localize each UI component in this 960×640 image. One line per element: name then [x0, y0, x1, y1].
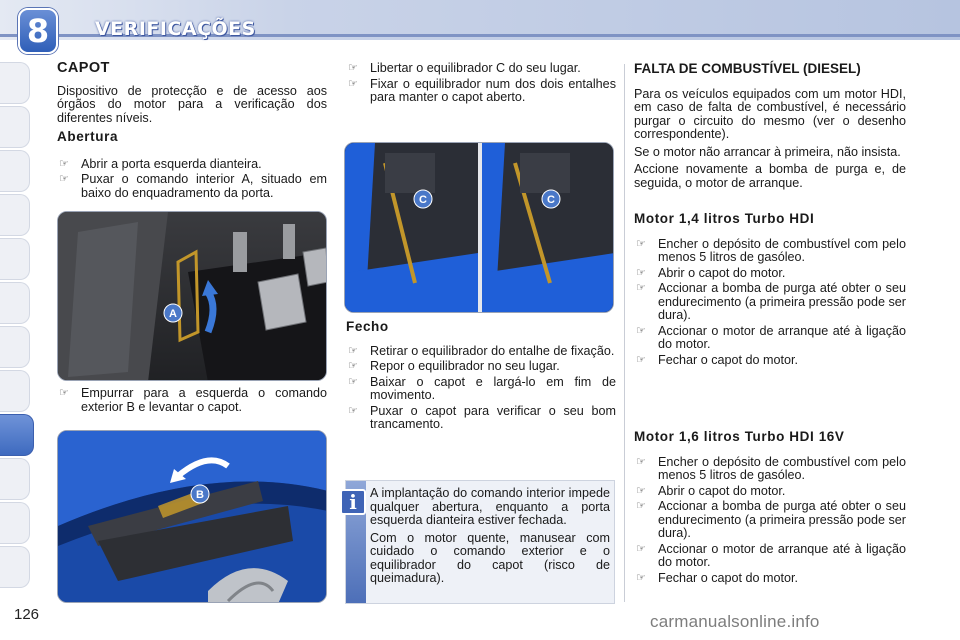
- pointing-hand-icon: ☞: [348, 375, 358, 388]
- engine-16-steps: [634, 456, 906, 586]
- callout-label-a: A: [169, 308, 177, 320]
- pointing-hand-icon: ☞: [636, 455, 646, 468]
- column-capot-continued: [57, 387, 327, 414]
- pointing-hand-icon: ☞: [636, 324, 646, 337]
- list-item: ☞ Accionar a bomba de purga até obter o seu endurecimento (a primeira pressão pode ser dura).: [636, 499, 906, 540]
- pointing-hand-icon: ☞: [348, 344, 358, 357]
- engine-14-steps: [634, 238, 906, 368]
- section-title-capot: CAPOT: [57, 60, 110, 76]
- pointing-hand-icon: ☞: [636, 500, 646, 512]
- subsection-title-fecho: Fecho: [346, 319, 389, 334]
- pointing-hand-icon: ☞: [636, 237, 646, 250]
- chapter-tab[interactable]: [0, 370, 30, 412]
- pointing-hand-icon: ☞: [59, 173, 69, 185]
- column-fecho: [346, 320, 616, 432]
- info-icon: i: [340, 489, 366, 515]
- source-watermark: carmanualsonline.info: [650, 612, 820, 631]
- pointing-hand-icon: ☞: [636, 266, 646, 279]
- column-hood-strut: [346, 62, 616, 105]
- chapter-tab[interactable]: [0, 62, 30, 104]
- fuel-paragraph: Accione novamente a bomba de purga e, de seguida, o motor de arranque.: [634, 162, 906, 190]
- callout-label-b: B: [196, 489, 204, 501]
- subsection-title-engine-14: Motor 1,4 litros Turbo HDI: [634, 211, 815, 226]
- column-divider: [624, 64, 625, 602]
- list-item: ☞ Empurrar para a esquerda o comando exterior B e levantar o capot.: [59, 386, 327, 414]
- list-item: ☞ Repor o equilibrador no seu lugar.: [348, 359, 560, 373]
- chapter-tab[interactable]: [0, 106, 30, 148]
- list-item: ☞ Libertar o equilibrador C do seu lugar.: [348, 61, 581, 75]
- chapter-tab[interactable]: [0, 546, 30, 588]
- list-item: ☞ Encher o depósito de combustível com pelo menos 5 litros de gasóleo.: [636, 454, 906, 482]
- pointing-hand-icon: ☞: [348, 360, 358, 372]
- list-item: ☞ Fechar o capot do motor.: [636, 570, 799, 585]
- chapter-tab[interactable]: [0, 458, 30, 500]
- fuel-paragraph: Para os veículos equipados com um motor HDI, em caso de falta de combustível, é necessário purgar o circuito do mesmo (ver o desenho correspondente).: [634, 86, 906, 141]
- pointing-hand-icon: ☞: [348, 404, 358, 417]
- list-item: ☞ Abrir a porta esquerda dianteira.: [59, 156, 262, 171]
- list-item: ☞ Abrir o capot do motor.: [636, 483, 786, 498]
- list-item: ☞ Retirar o equilibrador do entalhe de fixação.: [348, 343, 615, 358]
- exterior-hood-release-image: [57, 430, 327, 603]
- closing-steps: [346, 345, 616, 432]
- opening-steps: [57, 158, 327, 201]
- section-title-fuel: FALTA DE COMBUSTÍVEL (DIESEL): [634, 61, 861, 76]
- column-fuel-engine-16: [634, 430, 906, 585]
- capot-intro: Dispositivo de protecção e de acesso aos órgãos do motor para a verificação dos diferentes níveis.: [57, 83, 327, 125]
- chapter-title: VERIFICAÇÕES: [95, 18, 256, 40]
- chapter-tab[interactable]: [0, 502, 30, 544]
- list-item: ☞ Baixar o capot e largá-lo em fim de movimento.: [348, 374, 616, 402]
- column-capot: [57, 62, 327, 200]
- chapter-tab[interactable]: [0, 282, 30, 324]
- list-item: ☞ Accionar o motor de arranque até à ligação do motor.: [636, 323, 906, 351]
- chapter-tab[interactable]: [0, 194, 30, 236]
- info-paragraph: Com o motor quente, manusear com cuidado o comando exterior e o equilibrador do capot (risco de queimadura).: [370, 530, 610, 585]
- list-item: ☞ Puxar o capot para verificar o seu bom trancamento.: [348, 403, 616, 431]
- info-text: [370, 487, 610, 586]
- chapter-tab-active[interactable]: [0, 414, 34, 456]
- list-item: ☞ Accionar o motor de arranque até à ligação do motor.: [636, 541, 906, 569]
- info-paragraph: A implantação do comando interior impede qualquer abertura, enquanto a porta esquerda dianteira estiver fechada.: [370, 486, 610, 527]
- interior-release-lever-image: [57, 211, 327, 381]
- pointing-hand-icon: ☞: [59, 387, 69, 399]
- callout-label-c: C: [419, 194, 427, 206]
- pointing-hand-icon: ☞: [636, 484, 646, 497]
- chapter-tab[interactable]: [0, 238, 30, 280]
- fuel-paragraph: Se o motor não arrancar à primeira, não insista.: [634, 144, 901, 159]
- info-note-box: [345, 480, 615, 604]
- chapter-number-badge: 8: [18, 8, 58, 54]
- list-item: ☞ Accionar a bomba de purga até obter o seu endurecimento (a primeira pressão pode ser dura).: [636, 281, 906, 322]
- opening-steps-after-image: [57, 387, 327, 414]
- list-item: ☞ Fixar o equilibrador num dos dois entalhes para manter o capot aberto.: [348, 76, 616, 104]
- column-fuel: [634, 62, 906, 367]
- list-item: ☞ Abrir o capot do motor.: [636, 265, 786, 280]
- strut-steps: [346, 62, 616, 105]
- chapter-tabs: [0, 62, 34, 582]
- pointing-hand-icon: ☞: [59, 157, 69, 170]
- chapter-tab[interactable]: [0, 326, 30, 368]
- subsection-title-abertura: Abertura: [57, 129, 119, 144]
- pointing-hand-icon: ☞: [636, 282, 646, 294]
- pointing-hand-icon: ☞: [348, 62, 358, 74]
- chapter-tab[interactable]: [0, 150, 30, 192]
- pointing-hand-icon: ☞: [636, 542, 646, 555]
- pointing-hand-icon: ☞: [348, 77, 358, 90]
- list-item: ☞ Fechar o capot do motor.: [636, 352, 799, 367]
- list-item: ☞ Puxar o comando interior A, situado em baixo do enquadramento da porta.: [59, 172, 327, 200]
- list-item: ☞ Encher o depósito de combustível com pelo menos 5 litros de gasóleo.: [636, 236, 906, 264]
- subsection-title-engine-16: Motor 1,6 litros Turbo HDI 16V: [634, 429, 845, 444]
- pointing-hand-icon: ☞: [636, 571, 646, 584]
- page-number: 126: [14, 606, 40, 623]
- callout-label-c: C: [547, 194, 555, 206]
- hood-strut-image: [344, 142, 614, 313]
- pointing-hand-icon: ☞: [636, 353, 646, 366]
